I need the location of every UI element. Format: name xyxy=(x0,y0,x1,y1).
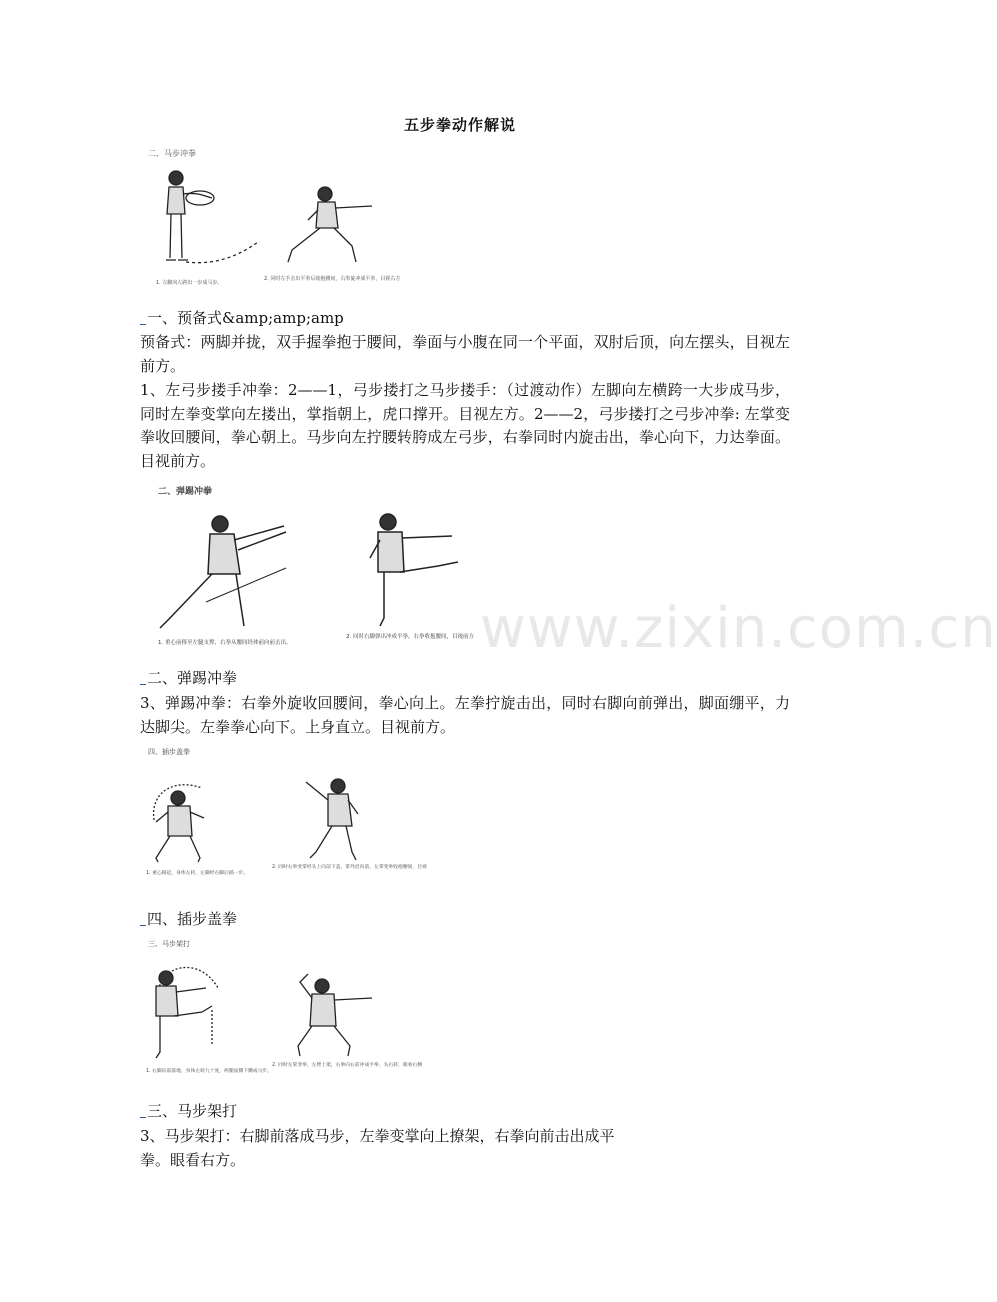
figure-3-illustration xyxy=(140,742,427,890)
standing-figure-drawing xyxy=(166,171,258,263)
heading-text: 三、马步架打 xyxy=(147,1102,238,1120)
heading-link-mark[interactable] xyxy=(140,668,146,685)
figure-header: 二、马步冲拳 xyxy=(148,149,196,158)
figure-caption-2: 2. 同时右脚弹出冲成平拳，右拳收抱腰间，目视前方 xyxy=(346,634,474,640)
document-title: 五步拳动作解说 xyxy=(403,116,516,134)
paragraph-tanti-chongquan: 3、弹踢冲拳：右拳外旋收回腰间，拳心向上。左拳拧旋击出，同时右脚向前弹出，脚面绷平，力达脚尖。左拳拳心向下。上身直立。目视前方。 xyxy=(140,694,790,736)
horse-stance-block-figure-drawing xyxy=(298,974,372,1056)
section-heading-1 xyxy=(140,307,344,329)
figure-2-illustration xyxy=(148,478,488,656)
heading-text: 一、预备式&amp;amp;amp xyxy=(147,309,344,327)
figure-caption-1: 1. 重心移起，身体左转，左脚经右脚后插一步。 xyxy=(146,871,249,876)
knee-raise-figure-drawing xyxy=(156,967,218,1058)
figure-caption-1: 1. 重心前移至左腿支撑，右拳从腰间经体前向前击出。 xyxy=(158,640,292,646)
section-heading-2 xyxy=(140,667,237,689)
figure-caption-1: 1. 左脚向左跨出一步成马步。 xyxy=(156,280,223,286)
kick-figure-drawing xyxy=(370,514,458,626)
section-heading-3 xyxy=(140,908,237,930)
figure-4-illustration xyxy=(140,934,423,1086)
figure-caption-2: 2. 同时右拳变掌经头上向前下盖，掌外沿向前，左掌变拳收抱腰间，目视 xyxy=(272,865,427,870)
paragraph-yubeishi: 预备式：两脚并拢，双手握拳抱于腰间，拳面与小腹在同一个平面，双肘后顶，向左摆头，目视左前方。 xyxy=(140,333,790,375)
paragraph-gongbu-louzhou: 1、左弓步搂手冲拳：2——1，弓步搂打之马步搂手：（过渡动作）左脚向左横跨一大步成马步，同时左拳变掌向左搂出，掌指朝上，虎口撑开。目视左方。2——2，弓步搂打之弓步冲拳: 左掌变拳收回腰间，拳心朝上。马步向左拧腰转胯成左弓步，右拳同时内旋击出，拳心向下，力达拳面。目视前方。 xyxy=(140,381,790,470)
paragraph-mabu-jiada-line-2: 拳。眼看右方。 xyxy=(140,1151,246,1169)
heading-text: 二、弹踢冲拳 xyxy=(147,669,238,687)
horse-stance-figure-drawing xyxy=(154,785,204,862)
heading-text: 四、插步盖拳 xyxy=(147,910,238,928)
figure-caption-2: 2. 同时左掌变拳，左臂上架，右拳向右前冲成平拳，头右转，眼看右侧 xyxy=(272,1063,423,1068)
cross-step-figure-drawing xyxy=(306,779,358,860)
figure-mabu-chongquan xyxy=(140,142,400,294)
figure-mabu-jiada xyxy=(140,934,423,1086)
figure-header: 三、马步架打 xyxy=(148,940,190,948)
heading-link-mark[interactable] xyxy=(140,909,146,926)
lunge-figure-drawing xyxy=(288,187,372,262)
heading-link-mark[interactable] xyxy=(140,1101,146,1118)
section-heading-4 xyxy=(140,1100,237,1122)
heading-link-mark[interactable] xyxy=(140,308,146,325)
figure-caption-2: 2. 同时左手击出平拳后收抱腰间，右拳旋冲成平拳，目视右方 xyxy=(264,276,401,282)
bow-stance-figure-drawing xyxy=(160,516,286,628)
figure-caption-1: 1. 右脚向前落地，身体左转九十度，两腿屈膝下蹲成马步。 xyxy=(146,1069,273,1074)
figure-chabu-gaiquan xyxy=(140,742,427,890)
watermark: www.zixin.com.cn xyxy=(480,596,997,661)
figure-header: 二、弹踢冲拳 xyxy=(158,487,213,497)
figure-1-illustration xyxy=(140,142,400,294)
figure-tanti-chongquan xyxy=(148,478,488,656)
figure-header: 四、插步盖拳 xyxy=(148,748,190,756)
paragraph-mabu-jiada-line-1: 3、马步架打：右脚前落成马步，左拳变掌向上撩架，右拳向前击出成平 xyxy=(140,1127,615,1145)
